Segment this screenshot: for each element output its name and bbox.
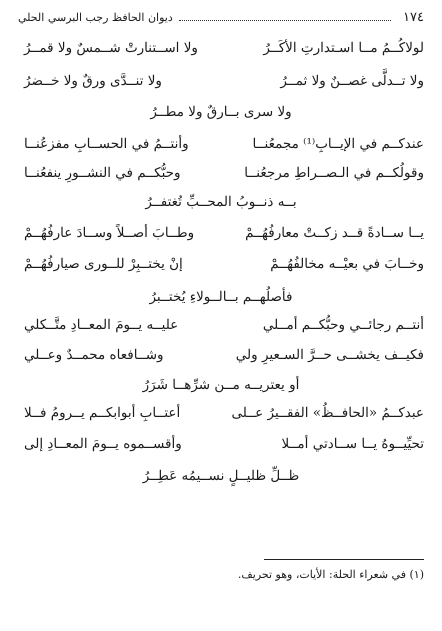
poem-line (24, 317, 424, 341)
hemistich-first: ولا تــدلَّى غصــنٌ ولا ثمــرُ (280, 73, 424, 89)
footnote-rule (264, 559, 424, 560)
poem-line (24, 347, 424, 371)
hemistich-second: عليــه يــومَ المعــادِ متَّــكلي (24, 317, 179, 333)
hemistich-second: وحبُّكــم في النشــورِ ينفعُنــا (24, 165, 181, 181)
poem-line (24, 405, 424, 429)
hemistich-first: أنتــم رجائــي وحبُّكــم أمــلي (262, 317, 424, 333)
hemistich-first: عبدكــمُ «الحافــظُ» الفقــيرُ عــلى (231, 405, 424, 421)
hemistich-second: وطــابَ أصــلاً وســادَ عارفُهُــمْ (24, 225, 195, 241)
hemistich-first: تحيِّيــوهُ يــا ســادتي أمــلا (281, 436, 424, 452)
poem-line (24, 436, 424, 460)
hemistich-second: وأنتــمُ في الحســابِ مفزعُنــا (24, 136, 189, 152)
hemistich-first: وخــابَ في بعيْــه مخالفُهُــمْ (270, 256, 424, 272)
poem-line-single: ولا سرى بــارقٌ ولا مطــرُ (150, 104, 292, 120)
header-dot-leader (179, 20, 391, 21)
poem-line (24, 256, 424, 280)
hemistich-first: لولاكُــمُ مــا اسـتدارتِ الأكَــرُ (263, 40, 424, 56)
hemistich-second: ولا اســتنارتْ شــمسٌ ولا قمــرُ (24, 40, 198, 56)
poem-line-single: أو يعتريــه مــن شرِّهــا شَرَرُ (142, 377, 300, 393)
poem-line-single: ظــلِّ ظليــلٍ نســيمُه عَطِــرُ (142, 468, 300, 484)
running-header (18, 8, 424, 26)
poem-line (24, 165, 424, 189)
book-title: ديوان الحافظ رجب البرسي الحلي (18, 10, 173, 24)
poem-line-single: فأصلُهــم بــالــولاءِ يُختــبرُ (149, 289, 293, 305)
hemistich-first: وقولُكــم في الـصــراطِ مرجعُنــا (244, 165, 424, 181)
poem-line (24, 40, 424, 64)
footnote: (١) في شعراء الحلة: الأيات، وهو تحريف. (237, 568, 424, 581)
poem-line-single: بــه ذنــوبُ المحــبِّ تُغتفــرُ (145, 194, 297, 210)
poem-line (24, 136, 424, 160)
poem-line (24, 73, 424, 97)
page-number: ١٧٤ (403, 9, 424, 25)
hemistich-first: فكيــف يخشــى حــرَّ السـعيرِ ولي (235, 347, 424, 363)
hemistich-first: عندكــم في الإيــابِ⁽¹⁾ مجمعُنــا (252, 136, 424, 152)
hemistich-second: وأقســموه يــومَ المعــادِ إلى (24, 436, 182, 452)
hemistich-first: يــا ســادةً قــد زكــتْ معارفُهُــمْ (245, 225, 424, 241)
hemistich-second: ولا تنــدَّى ورقٌ ولا خــضرُ (24, 73, 162, 89)
hemistich-second: أعتــابِ أبوابكــم يــرومُ فــلا (24, 405, 181, 421)
poem-line (24, 225, 424, 249)
hemistich-second: وشــافعاه محمــدٌ وعــلي (24, 347, 164, 363)
hemistich-second: إنْ يختــبِرْ للــورى صيارفُهُــمْ (24, 256, 183, 272)
